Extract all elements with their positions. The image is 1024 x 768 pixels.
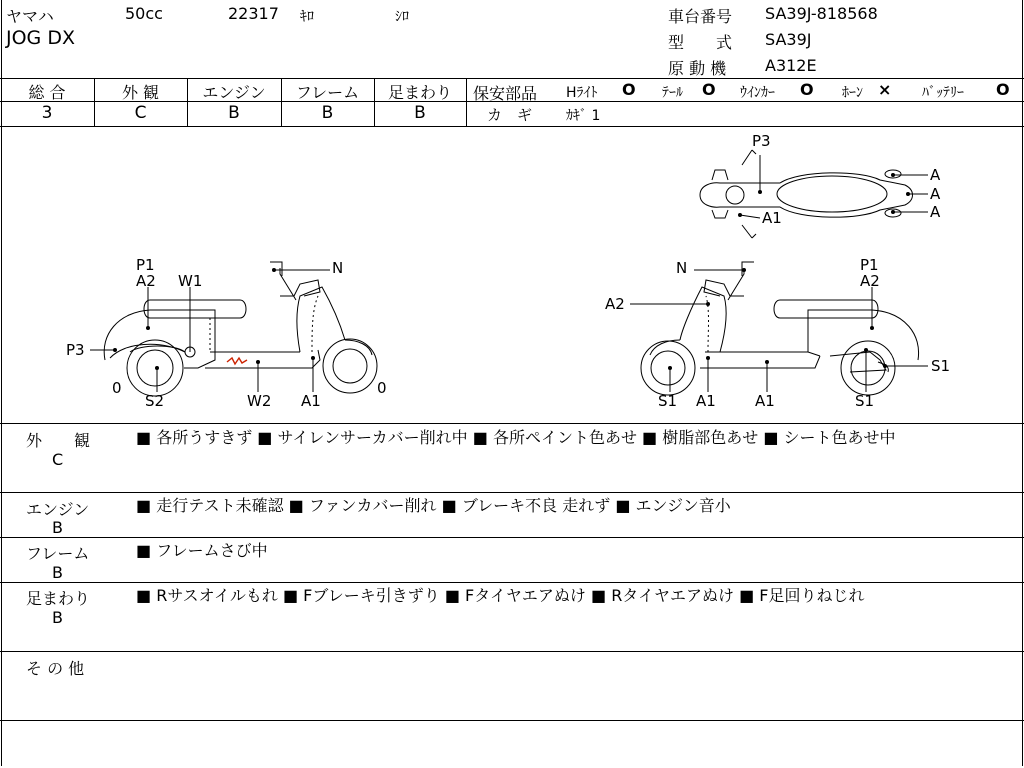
scratch-mark: [227, 358, 247, 364]
frame-no-label: 車台番号: [668, 7, 733, 26]
section-engine-text: ■ 走行テスト未確認 ■ ファンカバー削れ ■ ブレーキ不良 走れず ■ エンジン音小: [136, 496, 731, 515]
label-right-a1-front: A1: [696, 392, 716, 410]
divider: [0, 651, 1024, 652]
label-left-w2: W2: [247, 392, 272, 410]
label-right-s1: S1: [931, 357, 951, 375]
label-left-a1: A1: [301, 392, 321, 410]
section-engine-grade: B: [52, 518, 63, 537]
safety-horn-mark: ×: [878, 80, 892, 99]
damage-diagram: [0, 127, 1024, 423]
label-top-a1: A1: [762, 209, 782, 227]
engine-label: 原 動 機: [668, 59, 727, 78]
safety-headlight-mark: O: [622, 80, 636, 99]
scooter-top-view: [700, 150, 913, 238]
section-suspension-label: 足まわり: [26, 589, 91, 608]
label-top-a-2: A: [930, 185, 941, 203]
label-left-zero-r: 0: [377, 379, 387, 397]
label-right-a1-floor: A1: [755, 392, 775, 410]
grade-value-frame: B: [321, 103, 334, 123]
safety-battery-label: ﾊﾞｯﾃﾘｰ: [922, 85, 964, 101]
engine-value: A312E: [765, 56, 817, 75]
label-left-a2: A2: [136, 272, 156, 290]
grade-label-frame: フレーム: [295, 83, 360, 102]
label-top-p3: P3: [752, 132, 771, 150]
section-frame-label: フレーム: [26, 544, 90, 563]
grade-label-overall: 総 合: [28, 83, 66, 102]
model-name: JOG DX: [6, 27, 75, 49]
type-label: 型 式: [668, 33, 733, 52]
section-suspension-text: ■ Rサスオイルもれ ■ Fブレーキ引きずり ■ Fタイヤエアぬけ ■ Rタイヤエアぬけ ■ F足回りねじれ: [136, 586, 865, 605]
label-left-zero-l: 0: [112, 379, 122, 397]
safety-tail-label: ﾃｰﾙ: [662, 85, 683, 101]
label-right-s1-rear: S1: [855, 392, 875, 410]
type-value: SA39J: [765, 30, 812, 49]
section-other-label: そ の 他: [26, 659, 85, 678]
safety-winker-label: ｳｲﾝｶｰ: [740, 85, 775, 101]
divider: [466, 78, 467, 126]
divider: [0, 582, 1024, 583]
key-value: ｶｷﾞ 1: [566, 108, 601, 124]
label-right-n: N: [676, 259, 688, 277]
grade-value-exterior: C: [134, 103, 147, 123]
label-top-a-3: A: [930, 203, 941, 221]
grade-value-overall: 3: [41, 103, 53, 123]
section-suspension-grade: B: [52, 608, 63, 627]
label-right-p1: P1: [860, 256, 879, 274]
grade-label-suspension: 足まわり: [387, 83, 452, 102]
label-right-a2-top: A2: [860, 272, 880, 290]
color: ｼﾛ: [395, 9, 409, 25]
divider: [0, 78, 1024, 79]
safety-tail-mark: O: [702, 80, 716, 99]
section-frame-text: ■ フレームさび中: [136, 541, 268, 560]
safety-battery-mark: O: [996, 80, 1010, 99]
label-left-p3: P3: [66, 341, 85, 359]
section-frame-grade: B: [52, 563, 63, 582]
mileage-unit: ｷﾛ: [300, 9, 314, 25]
damage-points: [113, 173, 910, 370]
grade-value-suspension: B: [414, 103, 426, 123]
key-label: カ ギ: [487, 106, 533, 124]
section-exterior-grade: C: [52, 450, 64, 469]
label-left-p1: P1: [136, 256, 155, 274]
divider: [0, 537, 1024, 538]
divider: [0, 492, 1024, 493]
grade-value-engine: B: [228, 103, 240, 123]
section-engine-label: エンジン: [26, 500, 90, 519]
frame-no: SA39J-818568: [765, 4, 878, 23]
safety-label: 保安部品: [473, 84, 538, 103]
section-exterior-label: 外 観: [26, 431, 91, 450]
displacement: 50cc: [125, 4, 163, 23]
label-right-a2: A2: [605, 295, 625, 313]
mileage: 22317: [228, 4, 279, 23]
divider: [0, 423, 1024, 424]
grade-label-exterior: 外 観: [121, 83, 160, 102]
label-left-s2: S2: [145, 392, 165, 410]
safety-headlight-label: Hﾗｲﾄ: [566, 85, 598, 101]
label-right-s1-front: S1: [658, 392, 678, 410]
label-top-a-1: A: [930, 166, 941, 184]
safety-horn-label: ﾎｰﾝ: [842, 85, 863, 101]
maker: ヤマハ: [6, 7, 54, 26]
safety-winker-mark: O: [800, 80, 814, 99]
divider: [0, 720, 1024, 721]
grade-label-engine: エンジン: [202, 83, 266, 102]
section-exterior-text: ■ 各所うすきず ■ サイレンサーカバー削れ中 ■ 各所ペイント色あせ ■ 樹脂部色あせ ■ シート色あせ中: [136, 428, 896, 447]
label-left-n: N: [332, 259, 344, 277]
leader-lines: [90, 155, 928, 392]
label-left-w1: W1: [178, 272, 203, 290]
